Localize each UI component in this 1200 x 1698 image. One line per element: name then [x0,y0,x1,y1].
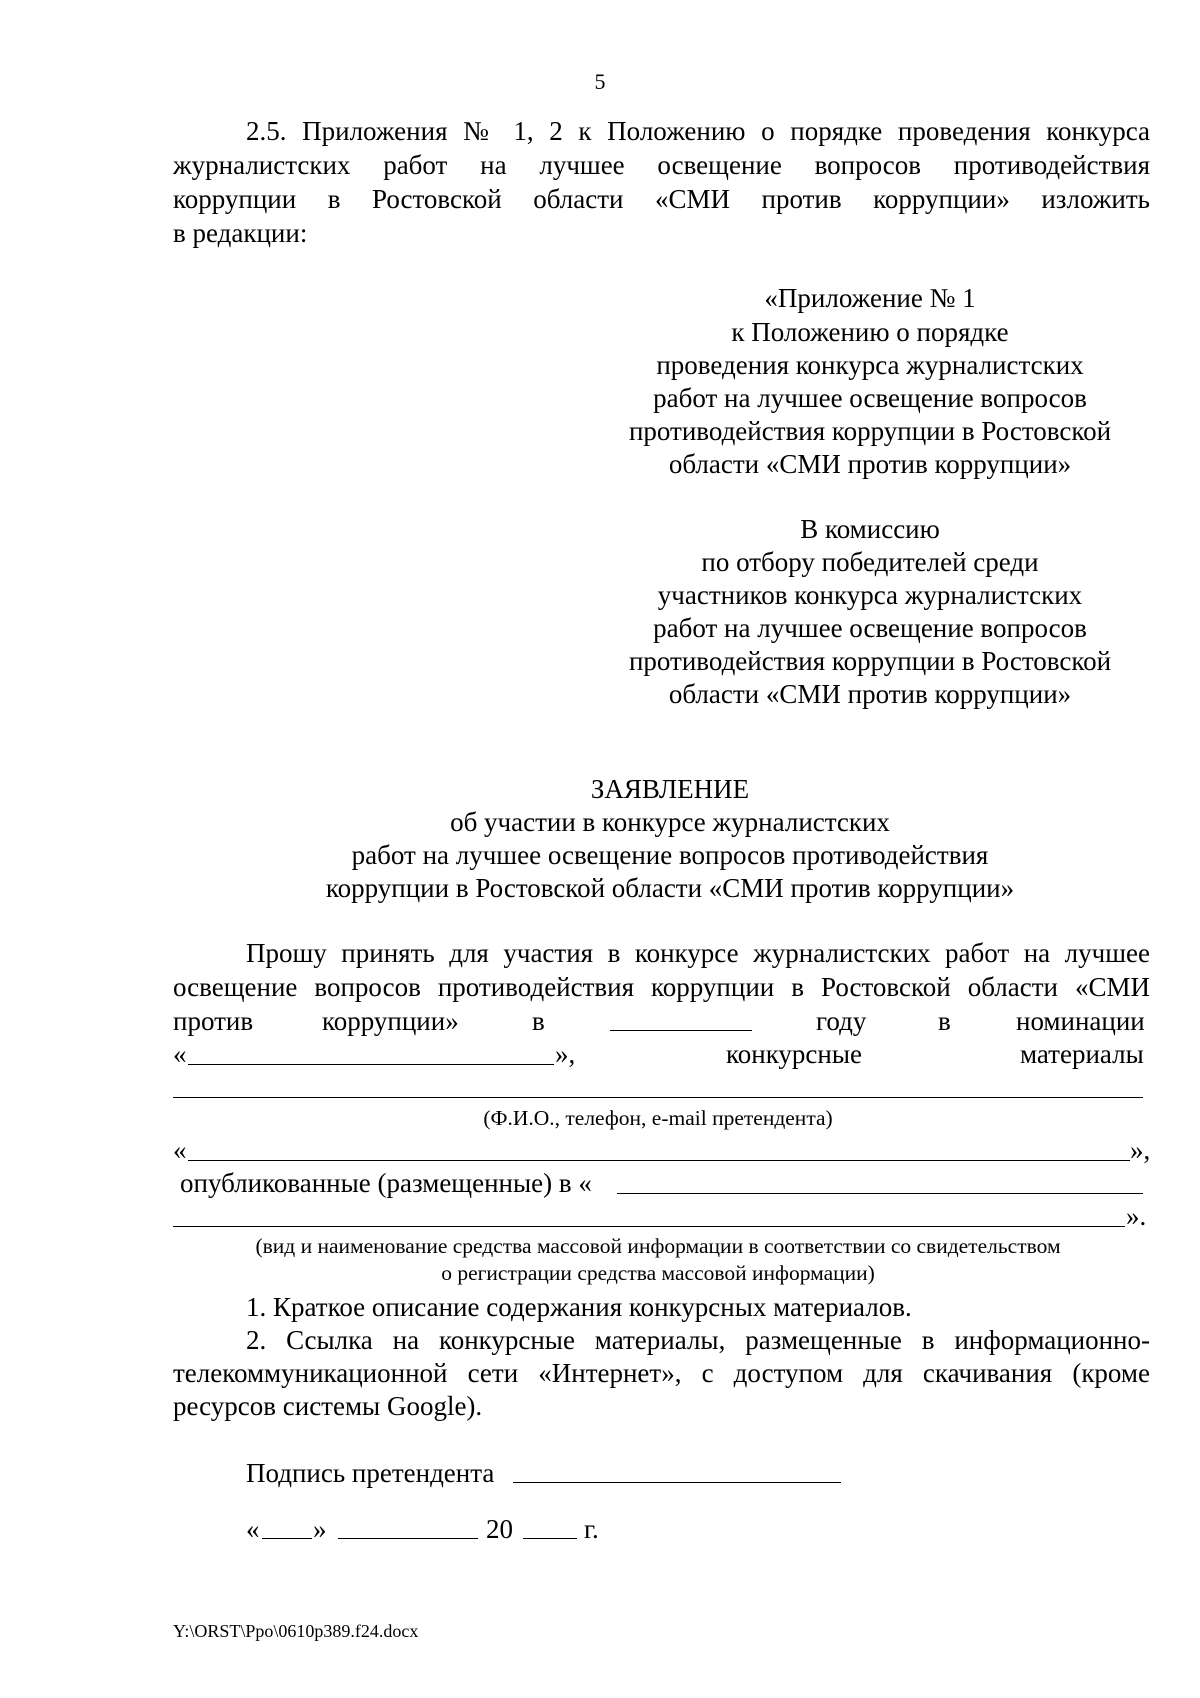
caption-media-1: (вид и наименование средства массовой информации в соответствии со свидетельством [255,1234,1061,1258]
statement-subtitle-2: работ на лучшее освещение вопросов противодействия [351,840,989,870]
addressee-line-4: работ на лучшее освещение вопросов [653,613,1087,643]
year-suffix: г. [584,1514,599,1544]
addressee-line-2: по отбору победителей среди [701,547,1039,577]
body-line-3-w3: в [532,1006,545,1036]
nomination-quote-open: « [173,1039,187,1069]
appendix-header-line-4: работ на лучшее освещение вопросов [653,383,1087,413]
appendix-header-line-6: области «СМИ против коррупции» [668,449,1072,479]
month-blank[interactable] [338,1538,478,1539]
statement-subtitle-3: коррупции в Ростовской области «СМИ против коррупции» [325,873,1015,903]
date-quote-open: « [246,1514,260,1544]
date-quote-close: » [313,1514,327,1544]
intro-line-1: 2.5. Приложения № 1, 2 к Положению о порядке проведения конкурса [246,116,1150,146]
item-2-line-1: 2. Ссылка на конкурсные материалы, размещенные в информационно- [246,1325,1150,1355]
body-line-3-w5: в [938,1006,951,1036]
published-quote-close: ». [1126,1201,1147,1231]
appendix-header-line-1: «Приложение № 1 [764,283,976,313]
applicant-blank[interactable] [173,1097,1143,1098]
statement-title: ЗАЯВЛЕНИЕ [590,774,750,804]
nomination-quote-close: », [555,1039,576,1069]
item-2-line-3: ресурсов системы Google). [173,1391,483,1421]
addressee-line-6: области «СМИ против коррупции» [668,679,1072,709]
body-line-3-w6: номинации [1016,1006,1145,1036]
body-line-4-w1: конкурсные [726,1039,862,1069]
nomination-blank[interactable] [188,1064,554,1065]
year-suffix-blank[interactable] [523,1538,577,1539]
year-prefix: 20 [486,1514,513,1544]
intro-line-2: журналистских работ на лучшее освещение вопросов противодействия [173,150,1150,180]
body-line-2: освещение вопросов противодействия коррупции в Ростовской области «СМИ [173,972,1150,1002]
item-1: 1. Краткое описание содержания конкурсных материалов. [246,1292,912,1322]
body-line-3-w2: коррупции» [322,1006,459,1036]
published-blank-1[interactable] [617,1193,1143,1194]
day-blank[interactable] [262,1538,312,1539]
published-label: опубликованные (размещенные) в « [180,1168,592,1198]
intro-line-4: в редакции: [173,218,308,248]
footer-file-path: Y:\ORST\Ppo\0610p389.f24.docx [173,1621,419,1641]
appendix-header-line-3: проведения конкурса журналистских [656,350,1084,380]
addressee-line-5: противодействия коррупции в Ростовской [628,646,1112,676]
page-number: 5 [594,69,606,94]
appendix-header-line-5: противодействия коррупции в Ростовской [628,416,1112,446]
signature-label: Подпись претендента [246,1458,495,1488]
caption-media-2: о регистрации средства массовой информации) [441,1261,875,1285]
intro-line-3: коррупции в Ростовской области «СМИ против коррупции» изложить [173,184,1150,214]
published-blank-2[interactable] [173,1226,1125,1227]
appendix-header-line-2: к Положению о порядке [731,317,1009,347]
materials-quote-open: « [173,1135,187,1165]
materials-quote-close: », [1130,1135,1151,1165]
signature-blank[interactable] [513,1482,841,1483]
item-2-line-2: телекоммуникационной сети «Интернет», с доступом для скачивания (кроме [173,1358,1150,1388]
addressee-line-3: участников конкурса журналистских [657,580,1083,610]
body-line-3-w1: против [173,1006,254,1036]
materials-blank[interactable] [188,1160,1130,1161]
year-blank[interactable] [610,1030,752,1031]
addressee-line-1: В комиссию [800,514,940,544]
body-line-3-w4: году [816,1006,867,1036]
body-line-4-w2: материалы [1020,1039,1144,1069]
statement-subtitle-1: об участии в конкурсе журналистских [450,807,890,837]
body-line-1: Прошу принять для участия в конкурсе журналистских работ на лучшее [246,938,1150,968]
caption-applicant: (Ф.И.О., телефон, e-mail претендента) [483,1106,833,1130]
